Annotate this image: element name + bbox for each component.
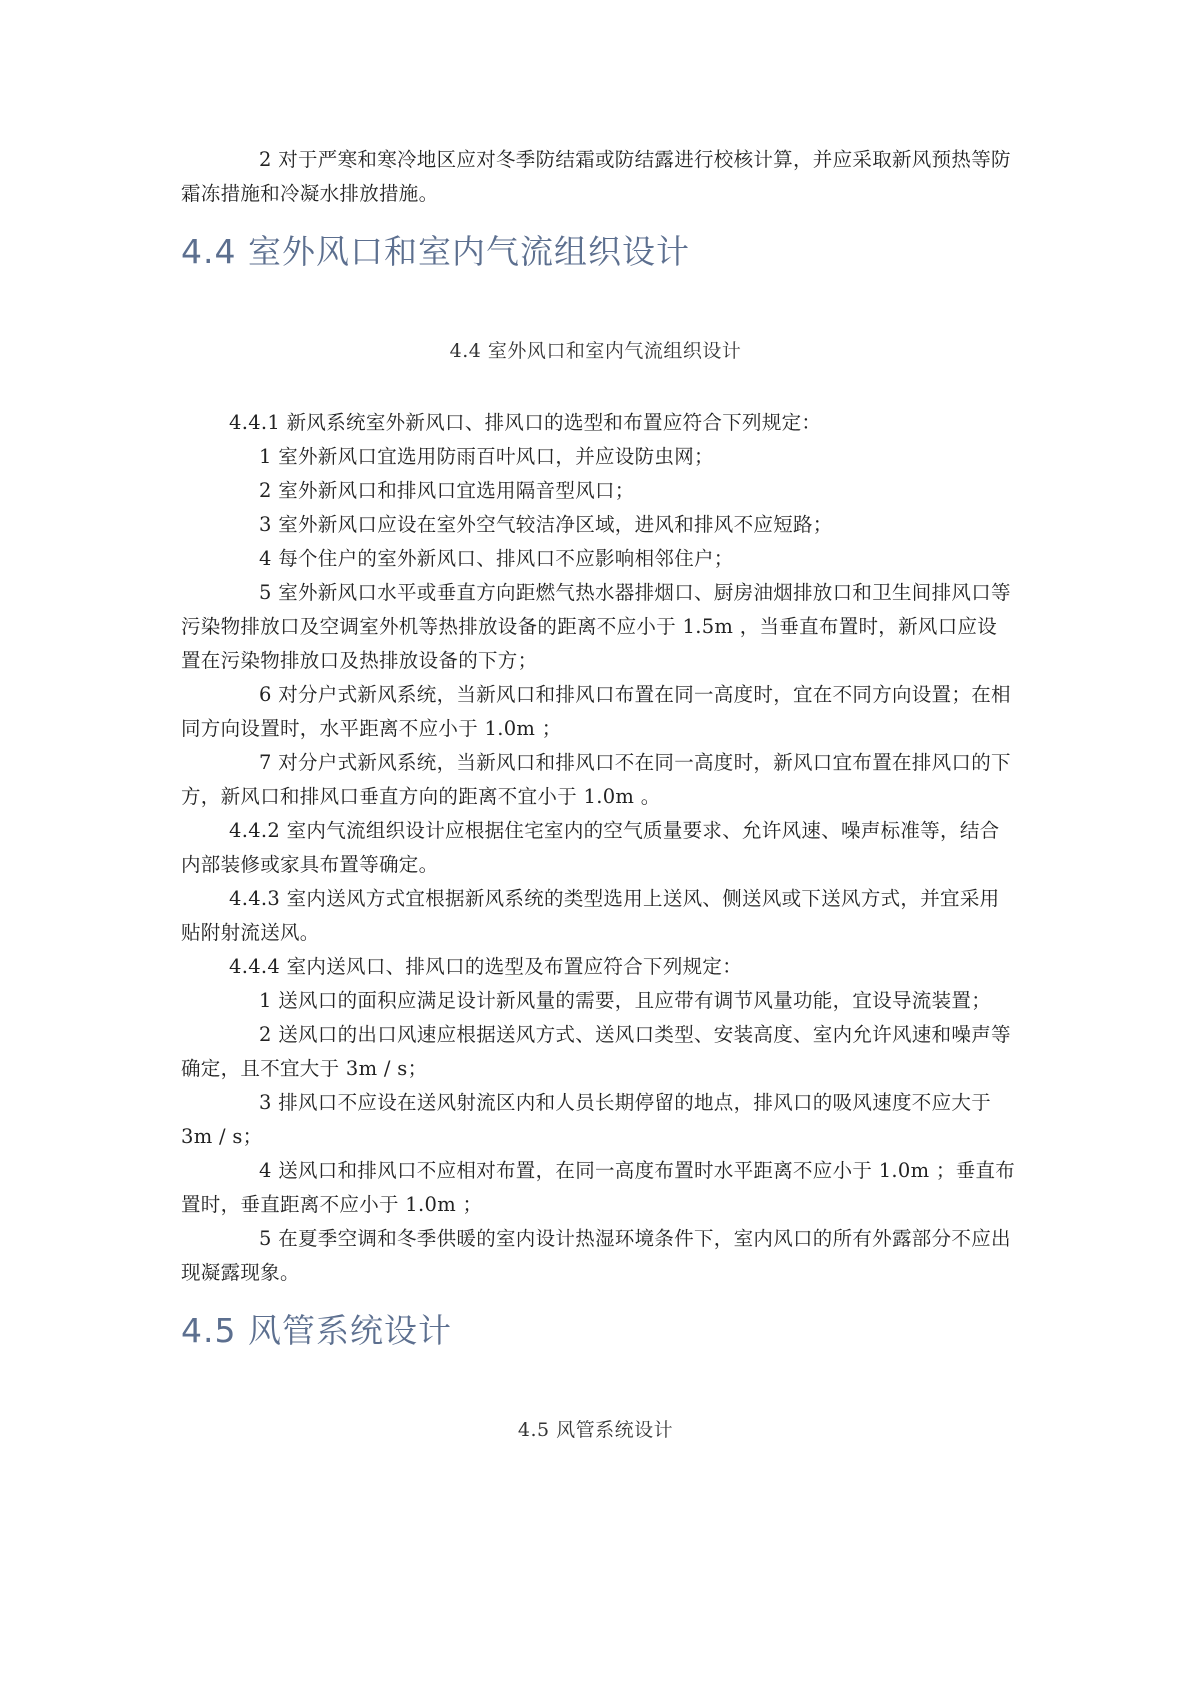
- clause-4-4-4-item-4: 4 送风口和排风口不应相对布置，在同一高度布置时水平距离不应小于 1.0m ；垂直布置时，垂直距离不应小于 1.0m ；: [181, 1159, 1016, 1216]
- clause-4-4-4: 4.4.4 室内送风口、排风口的选型及布置应符合下列规定：: [229, 955, 743, 978]
- clause-4-4-2: 4.4.2 室内气流组织设计应根据住宅室内的空气质量要求、允许风速、噪声标准等，结合内部装修或家具布置等确定。: [181, 819, 1000, 876]
- section-subtitle-4-4: 4.4 室外风口和室内气流组织设计: [449, 340, 742, 362]
- clause-4-4-3: 4.4.3 室内送风方式宜根据新风系统的类型选用上送风、侧送风或下送风方式，并宜采用贴附射流送风。: [181, 887, 1000, 944]
- clause-4-4-1-item-6: 6 对分户式新风系统，当新风口和排风口布置在同一高度时，宜在不同方向设置；在相同方向设置时，水平距离不应小于 1.0m ；: [181, 683, 1011, 740]
- clause-4-4-4-item-5: 5 在夏季空调和冬季供暖的室内设计热湿环境条件下，室内风口的所有外露部分不应出现凝露现象。: [181, 1227, 1011, 1284]
- section-heading-4-4: 4.4 室外风口和室内气流组织设计: [181, 232, 690, 271]
- clause-4-4-1-item-1: 1 室外新风口宜选用防雨百叶风口，并应设防虫网；: [259, 445, 714, 468]
- clause-4-4-4-item-1: 1 送风口的面积应满足设计新风量的需要，且应带有调节风量功能，宜设导流装置；: [259, 989, 992, 1012]
- section-subtitle-4-5: 4.5 风管系统设计: [517, 1419, 674, 1441]
- clause-4-4-1-item-2: 2 室外新风口和排风口宜选用隔音型风口；: [259, 479, 635, 502]
- clause-4-4-1-item-4: 4 每个住户的室外新风口、排风口不应影响相邻住户；: [259, 547, 734, 570]
- clause-4-4-1-item-7: 7 对分户式新风系统，当新风口和排风口不在同一高度时，新风口宜布置在排风口的下方，新风口和排风口垂直方向的距离不宜小于 1.0m 。: [181, 751, 1011, 808]
- section-heading-4-5: 4.5 风管系统设计: [181, 1311, 452, 1350]
- clause-4-4-1: 4.4.1 新风系统室外新风口、排风口的选型和布置应符合下列规定：: [229, 411, 822, 434]
- clause-4-4-1-item-5: 5 室外新风口水平或垂直方向距燃气热水器排烟口、厨房油烟排放口和卫生间排风口等污染物排放口及空调室外机等热排放设备的距离不应小于 1.5m ，当垂直布置时，新风口应设置在污染物排放口及热排放设备的下方；: [181, 581, 1011, 672]
- clause-4-4-1-item-3: 3 室外新风口应设在室外空气较洁净区域，进风和排风不应短路；: [259, 513, 833, 536]
- clause-4-4-4-item-3: 3 排风口不应设在送风射流区内和人员长期停留的地点，排风口的吸风速度不应大于 3m / s；: [181, 1091, 992, 1148]
- clause-4-4-4-item-2: 2 送风口的出口风速应根据送风方式、送风口类型、安装高度、室内允许风速和噪声等确定，且不宜大于 3m / s；: [181, 1023, 1011, 1080]
- paragraph-intro-item-2: 2 对于严寒和寒冷地区应对冬季防结霜或防结露进行校核计算，并应采取新风预热等防霜冻措施和冷凝水排放措施。: [181, 148, 1011, 205]
